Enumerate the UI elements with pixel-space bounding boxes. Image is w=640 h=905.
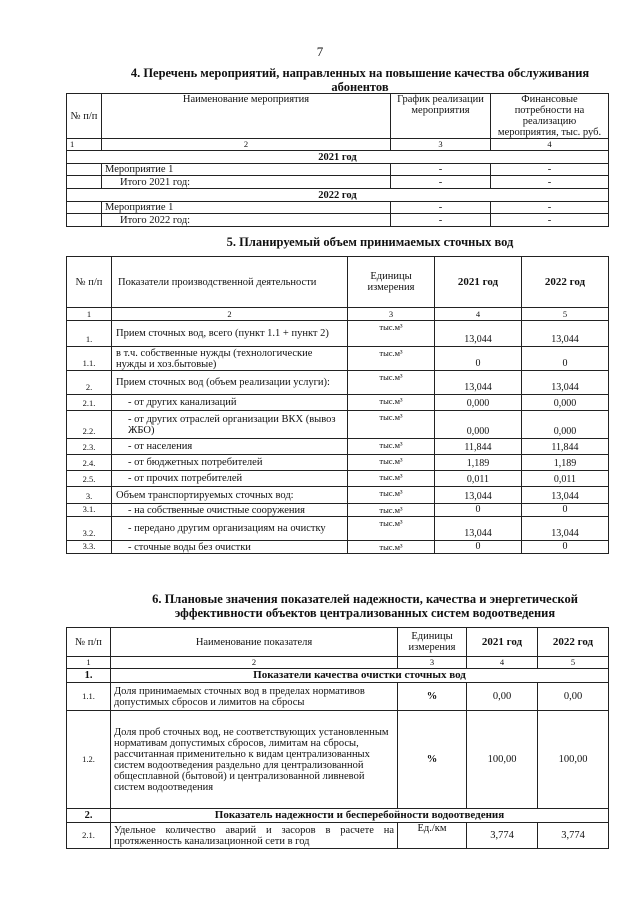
volume-row-indicator: - от прочих потребителей (112, 471, 348, 487)
volume-row (67, 504, 609, 517)
volume-row-number: 3. (67, 487, 112, 504)
volume-row-value-2022: 13,044 (522, 321, 609, 347)
volume-row-unit: тыс.м³ (348, 411, 435, 439)
volume-row-value-2021: 0 (435, 347, 522, 371)
volume-row-value-2021: 13,044 (435, 517, 522, 541)
volume-rows (67, 321, 609, 554)
volume-row-indicator: Прием сточных вод (объем реализации услуги): (112, 371, 348, 395)
volume-row-unit: тыс.м³ (348, 455, 435, 471)
event-schedule: - (391, 164, 491, 176)
volume-row-unit: тыс.м³ (348, 517, 435, 541)
volume-row-indicator: - от бюджетных потребителей (112, 455, 348, 471)
volume-row-value-2022: 0,000 (522, 395, 609, 411)
indicators-header-row (67, 628, 609, 657)
indicator-number: 2.1. (67, 823, 111, 849)
volume-row-value-2022: 1,189 (522, 455, 609, 471)
events-header-schedule: График реализации мероприятия (391, 94, 491, 139)
indicator-unit: Ед./км (398, 823, 467, 849)
volume-row-number: 3.3. (67, 541, 112, 554)
events-row (67, 202, 609, 214)
volume-row (67, 321, 609, 347)
volume-row-value-2022: 0 (522, 504, 609, 517)
volume-row (67, 517, 609, 541)
indicators-colnum-5: 5 (538, 657, 609, 669)
section-4-title-line2: абонентов (331, 80, 389, 94)
events-colnum-row (67, 139, 609, 151)
indicators-group-title: Показатель надежности и бесперебойности водоотведения (111, 809, 609, 823)
wastewater-volume-table (66, 256, 609, 554)
volume-row-unit: тыс.м³ (348, 371, 435, 395)
events-header-row (67, 94, 609, 139)
volume-row-value-2022: 13,044 (522, 517, 609, 541)
volume-row-indicator: в т.ч. собственные нужды (технологические нужды и хоз.бытовые) (112, 347, 348, 371)
event-total-finance: - (491, 214, 609, 227)
volume-row (67, 395, 609, 411)
volume-row-number: 2.4. (67, 455, 112, 471)
volume-row-number: 3.1. (67, 504, 112, 517)
indicators-group-number: 2. (67, 809, 111, 823)
section-6-title (110, 592, 620, 620)
volume-row-indicator: - от других отраслей организации ВКХ (вывоз ЖБО) (112, 411, 348, 439)
events-year-row-2021 (67, 151, 609, 164)
volume-row-unit: тыс.м³ (348, 439, 435, 455)
volume-colnum-2: 2 (112, 308, 348, 321)
events-year-2022: 2022 год (67, 189, 609, 202)
section-4-title-line1: 4. Перечень мероприятий, направленных на повышение качества обслуживания (130, 66, 590, 80)
event-schedule: - (391, 202, 491, 214)
indicators-group-row (67, 809, 609, 823)
event-total-schedule: - (391, 176, 491, 189)
indicator-value-2021: 100,00 (467, 711, 538, 809)
events-header-name: Наименование мероприятия (102, 94, 391, 139)
volume-colnum-row (67, 308, 609, 321)
events-total-row (67, 214, 609, 227)
section-5-title: 5. Планируемый объем принимаемых сточных вод (226, 235, 514, 249)
section-6-title-line1: 6. Плановые значения показателей надежности, качества и энергетической (152, 592, 578, 606)
indicator-name: Доля принимаемых сточных вод в пределах нормативов допустимых сбросов и лимитов на сбросы (111, 683, 398, 711)
volume-row-value-2022: 0 (522, 347, 609, 371)
volume-row-value-2021: 13,044 (435, 321, 522, 347)
indicator-unit: % (398, 683, 467, 711)
volume-row-number: 2.5. (67, 471, 112, 487)
indicator-value-2022: 100,00 (538, 711, 609, 809)
event-name: Мероприятие 1 (102, 164, 391, 176)
volume-row-number: 2.3. (67, 439, 112, 455)
indicators-colnum-1: 1 (67, 657, 111, 669)
volume-header-2022: 2022 год (522, 257, 609, 308)
indicators-group-row (67, 669, 609, 683)
volume-row-value-2022: 13,044 (522, 487, 609, 504)
section-6-title-line2: эффективности объектов централизованных систем водоотведения (174, 606, 556, 620)
volume-row-number: 2.1. (67, 395, 112, 411)
indicator-unit: % (398, 711, 467, 809)
indicators-header-unit: Единицы измерения (398, 628, 467, 657)
events-table (66, 93, 609, 227)
volume-row (67, 541, 609, 554)
volume-row (67, 439, 609, 455)
volume-row-value-2022: 0 (522, 541, 609, 554)
volume-header-row (67, 257, 609, 308)
events-year-row-2022 (67, 189, 609, 202)
volume-row-indicator: Прием сточных вод, всего (пункт 1.1 + пункт 2) (112, 321, 348, 347)
indicators-table (66, 627, 609, 849)
events-colnum-4: 4 (491, 139, 609, 151)
volume-row-value-2022: 0,000 (522, 411, 609, 439)
volume-row-unit: тыс.м³ (348, 395, 435, 411)
events-row (67, 164, 609, 176)
indicators-colnum-3: 3 (398, 657, 467, 669)
volume-row-unit: тыс.м³ (348, 541, 435, 554)
volume-row-unit: тыс.м³ (348, 471, 435, 487)
volume-row-indicator: - от населения (112, 439, 348, 455)
event-total-label: Итого 2021 год: (102, 176, 391, 189)
indicator-value-2022: 3,774 (538, 823, 609, 849)
event-total-schedule: - (391, 214, 491, 227)
indicators-row (67, 711, 609, 809)
volume-row-value-2021: 0 (435, 541, 522, 554)
volume-row (67, 487, 609, 504)
indicators-colnum-row (67, 657, 609, 669)
volume-row-number: 2.2. (67, 411, 112, 439)
volume-row-indicator: - на собственные очистные сооружения (112, 504, 348, 517)
volume-colnum-4: 4 (435, 308, 522, 321)
event-total-finance: - (491, 176, 609, 189)
volume-row (67, 411, 609, 439)
volume-row-unit: тыс.м³ (348, 321, 435, 347)
volume-row-value-2021: 13,044 (435, 487, 522, 504)
volume-row-number: 1. (67, 321, 112, 347)
volume-colnum-3: 3 (348, 308, 435, 321)
volume-row-indicator: Объем транспортируемых сточных вод: (112, 487, 348, 504)
volume-row-number: 3.2. (67, 517, 112, 541)
volume-row-value-2021: 0,000 (435, 395, 522, 411)
volume-row-unit: тыс.м³ (348, 487, 435, 504)
event-name: Мероприятие 1 (102, 202, 391, 214)
volume-row-indicator: - от других канализаций (112, 395, 348, 411)
events-colnum-1: 1 (67, 139, 102, 151)
volume-row-value-2022: 0,011 (522, 471, 609, 487)
volume-row-value-2021: 1,189 (435, 455, 522, 471)
volume-colnum-5: 5 (522, 308, 609, 321)
volume-row-indicator: - передано другим организациям на очистку (112, 517, 348, 541)
volume-row-value-2022: 11,844 (522, 439, 609, 455)
volume-row (67, 455, 609, 471)
volume-row (67, 347, 609, 371)
volume-row-value-2021: 11,844 (435, 439, 522, 455)
volume-row-value-2021: 0 (435, 504, 522, 517)
events-colnum-3: 3 (391, 139, 491, 151)
events-colnum-2: 2 (102, 139, 391, 151)
volume-header-indicator: Показатели производственной деятельности (112, 257, 348, 308)
events-header-finance: Финансовые потребности на реализацию мероприятия, тыс. руб. (491, 94, 609, 139)
page-number: 7 (316, 44, 324, 59)
volume-header-no: № п/п (67, 257, 112, 308)
events-year-2021: 2021 год (67, 151, 609, 164)
indicators-group-title: Показатели качества очистки сточных вод (111, 669, 609, 683)
indicators-header-no: № п/п (67, 628, 111, 657)
volume-row-value-2021: 0,000 (435, 411, 522, 439)
volume-header-2021: 2021 год (435, 257, 522, 308)
indicator-name: Доля проб сточных вод, не соответствующих установленным нормативам допустимых сбросов, лимитам на сбросы, рассчитанная применительно к видам централизованных систем водоотведения раздельно для централизованной общесплавной (бытовой) и централизованной ливневой систем водоотведения (111, 711, 398, 809)
indicators-header-2021: 2021 год (467, 628, 538, 657)
section-4-title (100, 66, 620, 94)
event-total-label: Итого 2022 год: (102, 214, 391, 227)
volume-row-number: 1.1. (67, 347, 112, 371)
indicators-header-2022: 2022 год (538, 628, 609, 657)
indicators-row (67, 683, 609, 711)
indicators-header-name: Наименование показателя (111, 628, 398, 657)
events-header-no: № п/п (67, 94, 102, 139)
volume-row-value-2021: 0,011 (435, 471, 522, 487)
volume-row-unit: тыс.м³ (348, 347, 435, 371)
volume-row-value-2021: 13,044 (435, 371, 522, 395)
volume-row (67, 471, 609, 487)
indicators-row (67, 823, 609, 849)
volume-header-unit: Единицы измерения (348, 257, 435, 308)
indicator-number: 1.1. (67, 683, 111, 711)
indicator-value-2021: 0,00 (467, 683, 538, 711)
volume-row-indicator: - сточные воды без очистки (112, 541, 348, 554)
event-finance: - (491, 202, 609, 214)
volume-row (67, 371, 609, 395)
volume-row-unit: тыс.м³ (348, 504, 435, 517)
indicator-value-2022: 0,00 (538, 683, 609, 711)
indicators-colnum-2: 2 (111, 657, 398, 669)
event-finance: - (491, 164, 609, 176)
indicator-number: 1.2. (67, 711, 111, 809)
volume-row-value-2022: 13,044 (522, 371, 609, 395)
indicators-colnum-4: 4 (467, 657, 538, 669)
events-total-row (67, 176, 609, 189)
volume-colnum-1: 1 (67, 308, 112, 321)
indicator-name: Удельное количество аварий и засоров в расчете на протяженность канализационной сети в год (111, 823, 398, 849)
indicator-value-2021: 3,774 (467, 823, 538, 849)
volume-row-number: 2. (67, 371, 112, 395)
indicators-group-number: 1. (67, 669, 111, 683)
